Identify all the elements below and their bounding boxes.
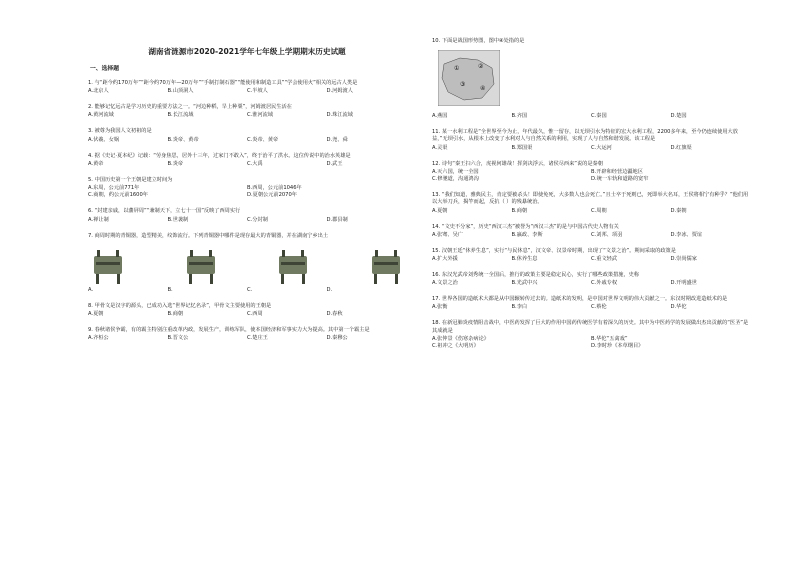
answer-option: B.世袭制 [167, 216, 189, 223]
answer-options [88, 335, 406, 342]
answer-options [88, 112, 406, 119]
question-text: 14. “文史不分家”，历史“西汉三杰”被誉为“西汉三杰”的是与中国古代史人物有关 [432, 223, 619, 230]
answer-option: B.华佗“五禽戏” [591, 335, 628, 342]
answer-option: C.秦国 [591, 113, 607, 120]
left-column [88, 38, 406, 351]
answer-option: A.黄河流域 [88, 112, 114, 119]
answer-option: C.祖冲之《大明历》 [432, 343, 479, 350]
answer-option: B.晋文公 [167, 335, 189, 342]
question-text: 5. 中国历史第一个王朝是建立时间为 [88, 176, 173, 183]
question-text: 13. “我们知道，雅典民主，肯定要被杀头！即使免死，大多数人也会死亡。”且士卒于死则已，死即举大名耳，王侯将相宁有种乎？”他们用以大举刀兵，揭竿而起，反抗（ ）的残暴统治。 [432, 192, 749, 206]
answer-option: B.李白 [511, 304, 528, 311]
answer-option: C.西周 [247, 311, 263, 318]
answer-option: B.光武中兴 [511, 280, 538, 287]
answer-options [432, 169, 750, 183]
answer-option: B.西周，公元前1046年 [247, 185, 302, 192]
answer-options [432, 208, 750, 215]
warring-states-map [438, 50, 500, 106]
answer-options [432, 336, 750, 350]
answer-option: D. [326, 286, 333, 293]
answer-option: B.炎帝、黄帝 [167, 136, 199, 143]
answer-option: D.开明盛世 [670, 280, 697, 287]
answer-options [88, 185, 406, 199]
answer-option: A.黄帝 [88, 160, 104, 167]
answer-option: C.商朝，约公元前1600年 [88, 192, 148, 199]
answer-option: C.外戚专权 [591, 280, 618, 287]
answer-option: B.山顶洞人 [167, 88, 194, 95]
answer-options [88, 311, 406, 318]
answer-option: D.华佗 [670, 304, 687, 311]
answer-option: D.秦穆公 [326, 335, 348, 342]
answer-options [88, 287, 406, 294]
answer-option: C.周朝 [591, 207, 607, 214]
answer-options [88, 88, 406, 95]
answer-options [432, 113, 750, 120]
answer-option: A.张仲景《伤寒杂病论》 [432, 335, 489, 342]
answer-option: C.大禹 [247, 160, 263, 167]
answer-options [432, 304, 750, 311]
answer-options [432, 280, 750, 287]
answer-option: D.尧、舜 [326, 136, 348, 143]
answer-option: A.灵渠 [432, 144, 448, 151]
answer-option: A. [88, 286, 94, 293]
answer-option: B.炎帝 [167, 160, 184, 167]
answer-option: B. [167, 286, 173, 293]
map-label: ② [478, 63, 484, 71]
question-text: 4. 据《史记·夏本纪》记载：“劳身焦思，居外十三年，过家门不敢入”，终于治平了洪水。这位传说中的治水英雄是 [88, 152, 351, 159]
answer-option: D.河姆渡人 [326, 88, 353, 95]
answer-option: C.半坡人 [247, 88, 268, 95]
answer-option: D.夏朝公元前2070年 [247, 192, 297, 199]
map-label: ① [454, 65, 460, 73]
answer-option: A.燕国 [432, 113, 448, 120]
question-text: 15. 汉朝王廷“休养生息”，实行“与民休息”，汉文帝、汉景帝时期，出现了“文景之治”。期间采取的政策是 [432, 247, 676, 254]
answer-option: C.刘邦、项羽 [591, 231, 623, 238]
answer-option: D.崇尚儒家 [670, 256, 697, 263]
map-label: ④ [480, 85, 486, 93]
bronze-vessel-image [273, 246, 313, 286]
question-text: 12. 诗句“秦王扫六合，虎视何雄哉！挥剑决浮云，诸侯尽西来”说的是秦朝 [432, 160, 603, 167]
answer-option: C.大运河 [591, 144, 612, 151]
answer-option: D.统一车轨和道路的宽窄 [591, 176, 649, 183]
answer-option: B.齐国 [511, 113, 528, 120]
question-text: 17. 世界各国的造纸术大都是从中国辗转传过去的。造纸术的发明，是中国对世界文明的伟大贡献之一。东汉时期改进造纸术的是 [432, 296, 728, 303]
answer-option: C.分封制 [247, 216, 268, 223]
answer-options [432, 256, 750, 263]
question-text: 8. 甲骨文是汉字的源头，已成功入选“世界记忆名录”，甲骨文主要使用的王朝是 [88, 302, 272, 309]
question-text: 11. 某一水利工程是“全世界至今为止，年代最久，惟一留存，以无坝引水为特征的宏大水利工程，2200多年来，至今仍连续使用大放益，”无坝引水，从根本上改变了水利对人与自然关系的利用，实现了人与自然和谐发展。该工程是 [432, 129, 738, 143]
answer-options [88, 137, 406, 144]
answer-option: A.夏朝 [432, 207, 448, 214]
answer-option: B.休养生息 [511, 256, 538, 263]
section-heading: 一、选择题 [90, 66, 119, 72]
answer-option: D.郡县制 [326, 216, 348, 223]
bronze-images-row [88, 244, 406, 286]
question-text: 9. 春秋诸侯争霸，有的霸主特别注重改革内政，发展生产，训练军队，使本国经济和军事实力大为提高。其中第一个霸主是 [88, 327, 370, 334]
answer-option: B.开辟和经营边疆地区 [591, 168, 643, 175]
answer-option: A.张衡 [432, 304, 448, 311]
map-label: ③ [460, 81, 466, 89]
answer-option: B.商朝 [511, 207, 528, 214]
answer-option: A.灭六国，统一全国 [432, 168, 479, 175]
answer-option: D.红旗渠 [670, 144, 692, 151]
answer-option: B.郑国渠 [511, 144, 533, 151]
answer-option: C.蔡伦 [591, 304, 607, 311]
answer-option: A.文景之治 [432, 280, 458, 287]
answer-option: D.武王 [326, 160, 343, 167]
right-column [432, 38, 750, 359]
answer-option: D.李冰、贾谊 [670, 231, 703, 238]
answer-options [88, 217, 406, 224]
answer-option: A.禅让制 [88, 216, 109, 223]
bronze-vessel-image [88, 246, 128, 286]
answer-option: C.修驰道，沟通鸿沟 [432, 176, 479, 183]
answer-option: A.北京人 [88, 88, 109, 95]
answer-option: A.夏朝 [88, 311, 104, 318]
answer-option: C. [247, 286, 253, 293]
question-text: 1. 与“距今约170万年”“距今约70万年—20万年”“手制打制石器”“能使用和制造工具”“学会使用火”相关的远古人类是 [88, 80, 358, 86]
right-questions [432, 38, 750, 350]
answer-option: B.嬴政、李斯 [511, 231, 543, 238]
answer-option: B.商朝 [167, 311, 184, 318]
question-text: 6. “封建亲戚，以藩屏周”“兼制天下，立七十一国”反映了西周实行 [88, 208, 241, 215]
answer-options [432, 232, 750, 239]
question-text: 16. 东汉光武帝刘秀统一全国后，推行的政策主要是稳定民心，实行了哪些政策措施，史称 [432, 272, 640, 279]
answer-option: D.秦朝 [670, 207, 687, 214]
answer-option: A.齐桓公 [88, 335, 109, 342]
answer-option: C.淮河流域 [247, 112, 274, 119]
answer-option: D.珠江流域 [326, 112, 353, 119]
answer-option: B.长江流域 [167, 112, 194, 119]
left-questions [88, 80, 406, 342]
exam-title: 湖南省涟源市2020-2021学年七年级上学期期末历史试题 [148, 47, 346, 56]
answer-option: C.重文轻武 [591, 256, 618, 263]
bronze-vessel-image [181, 246, 221, 286]
answer-options [432, 145, 750, 152]
question-text: 3. 被尊为我国人文初祖的是 [88, 128, 152, 135]
answer-option: A.张骞、吴广 [432, 231, 464, 238]
answer-option: C.楚庄王 [247, 335, 268, 342]
question-text: 7. 商周时期的青铜器，造型精美，纹饰流行。下列青铜器中哪件是现存最大的青铜器，并在湖南宁乡出土 [88, 232, 329, 239]
answer-options [88, 161, 406, 168]
question-text: 10. 下面是战国形势图，图中④处指的是 [432, 38, 525, 44]
question-text: 18. 在新冠肺炎疫情阻击战中，中医药发挥了巨大的作用中国药传统医学有着深久的历史。其中为中医药学的发展做出杰出贡献的“医圣”是其成就是 [432, 320, 749, 334]
answer-option: D.楚国 [670, 113, 687, 120]
answer-option: D.李时珍《本草纲目》 [591, 343, 644, 350]
bronze-vessel-image [366, 246, 406, 286]
question-text: 2. 能够记忆远古是学习历史的重要方法之一。“河边种稻，旱上种粟”，河姆渡居民生活在 [88, 104, 292, 111]
answer-option: D.春秋 [326, 311, 343, 318]
answer-option: A.东周，公元前771年 [88, 185, 140, 192]
answer-option: A.扩大外援 [432, 256, 458, 263]
answer-option: C.炎帝、黄帝 [247, 136, 279, 143]
answer-option: A.伏羲、女娲 [88, 136, 120, 143]
